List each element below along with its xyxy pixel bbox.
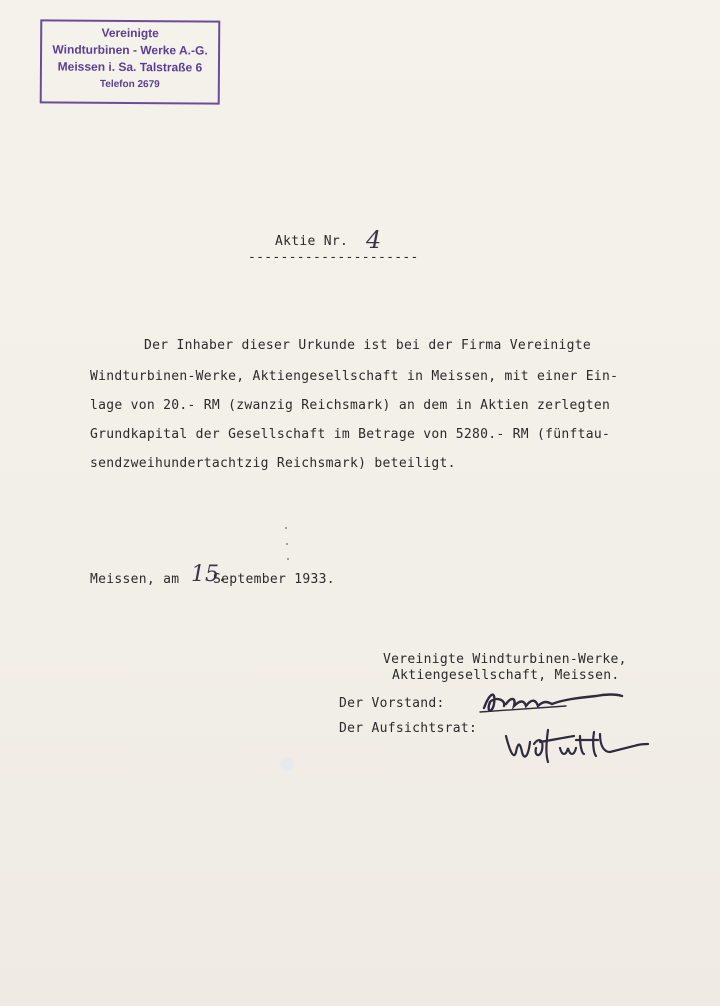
stamp-line-2: Windturbinen - Werke A.-G.	[52, 42, 208, 58]
paper-mark	[287, 558, 289, 560]
body-line-4: Grundkapital der Gesellschaft im Betrage von 5280.- RM (fünftau-	[90, 427, 611, 442]
paper-mark	[285, 527, 287, 529]
date-day-handwritten: 15.	[191, 562, 226, 587]
paper-spot	[280, 757, 294, 771]
share-number: 4	[366, 226, 382, 254]
aufsichtsrat-signature	[500, 722, 650, 768]
stamp-line-4: Telefon 2679	[99, 78, 160, 91]
stamp-line-1: Vereinigte	[101, 25, 159, 41]
body-line-1: Der Inhaber dieser Urkunde ist bei der Firma Vereinigte	[144, 338, 591, 353]
body-line-2: Windturbinen-Werke, Aktiengesellschaft in Meissen, mit einer Ein-	[90, 369, 619, 384]
vorstand-signature	[476, 682, 626, 722]
title-underline: ---------------------	[248, 250, 419, 265]
stamp-line-3: Meissen i. Sa. Talstraße 6	[57, 59, 203, 75]
vorstand-label: Der Vorstand:	[339, 696, 445, 711]
aufsichtsrat-label: Der Aufsichtsrat:	[339, 721, 478, 736]
company-line-1: Vereinigte Windturbinen-Werke,	[383, 652, 627, 667]
body-line-3: lage von 20.- RM (zwanzig Reichsmark) an dem in Aktien zerlegten	[90, 398, 611, 413]
paper-mark	[286, 543, 288, 545]
share-title-label: Aktie Nr.	[275, 234, 349, 249]
company-stamp	[40, 19, 221, 104]
company-line-2: Aktiengesellschaft, Meissen.	[392, 668, 620, 683]
date-prefix: Meissen, am	[90, 572, 180, 587]
date-suffix: September 1933.	[213, 572, 335, 587]
body-line-5: sendzweihundertachtzig Reichsmark) beteiligt.	[90, 456, 456, 471]
